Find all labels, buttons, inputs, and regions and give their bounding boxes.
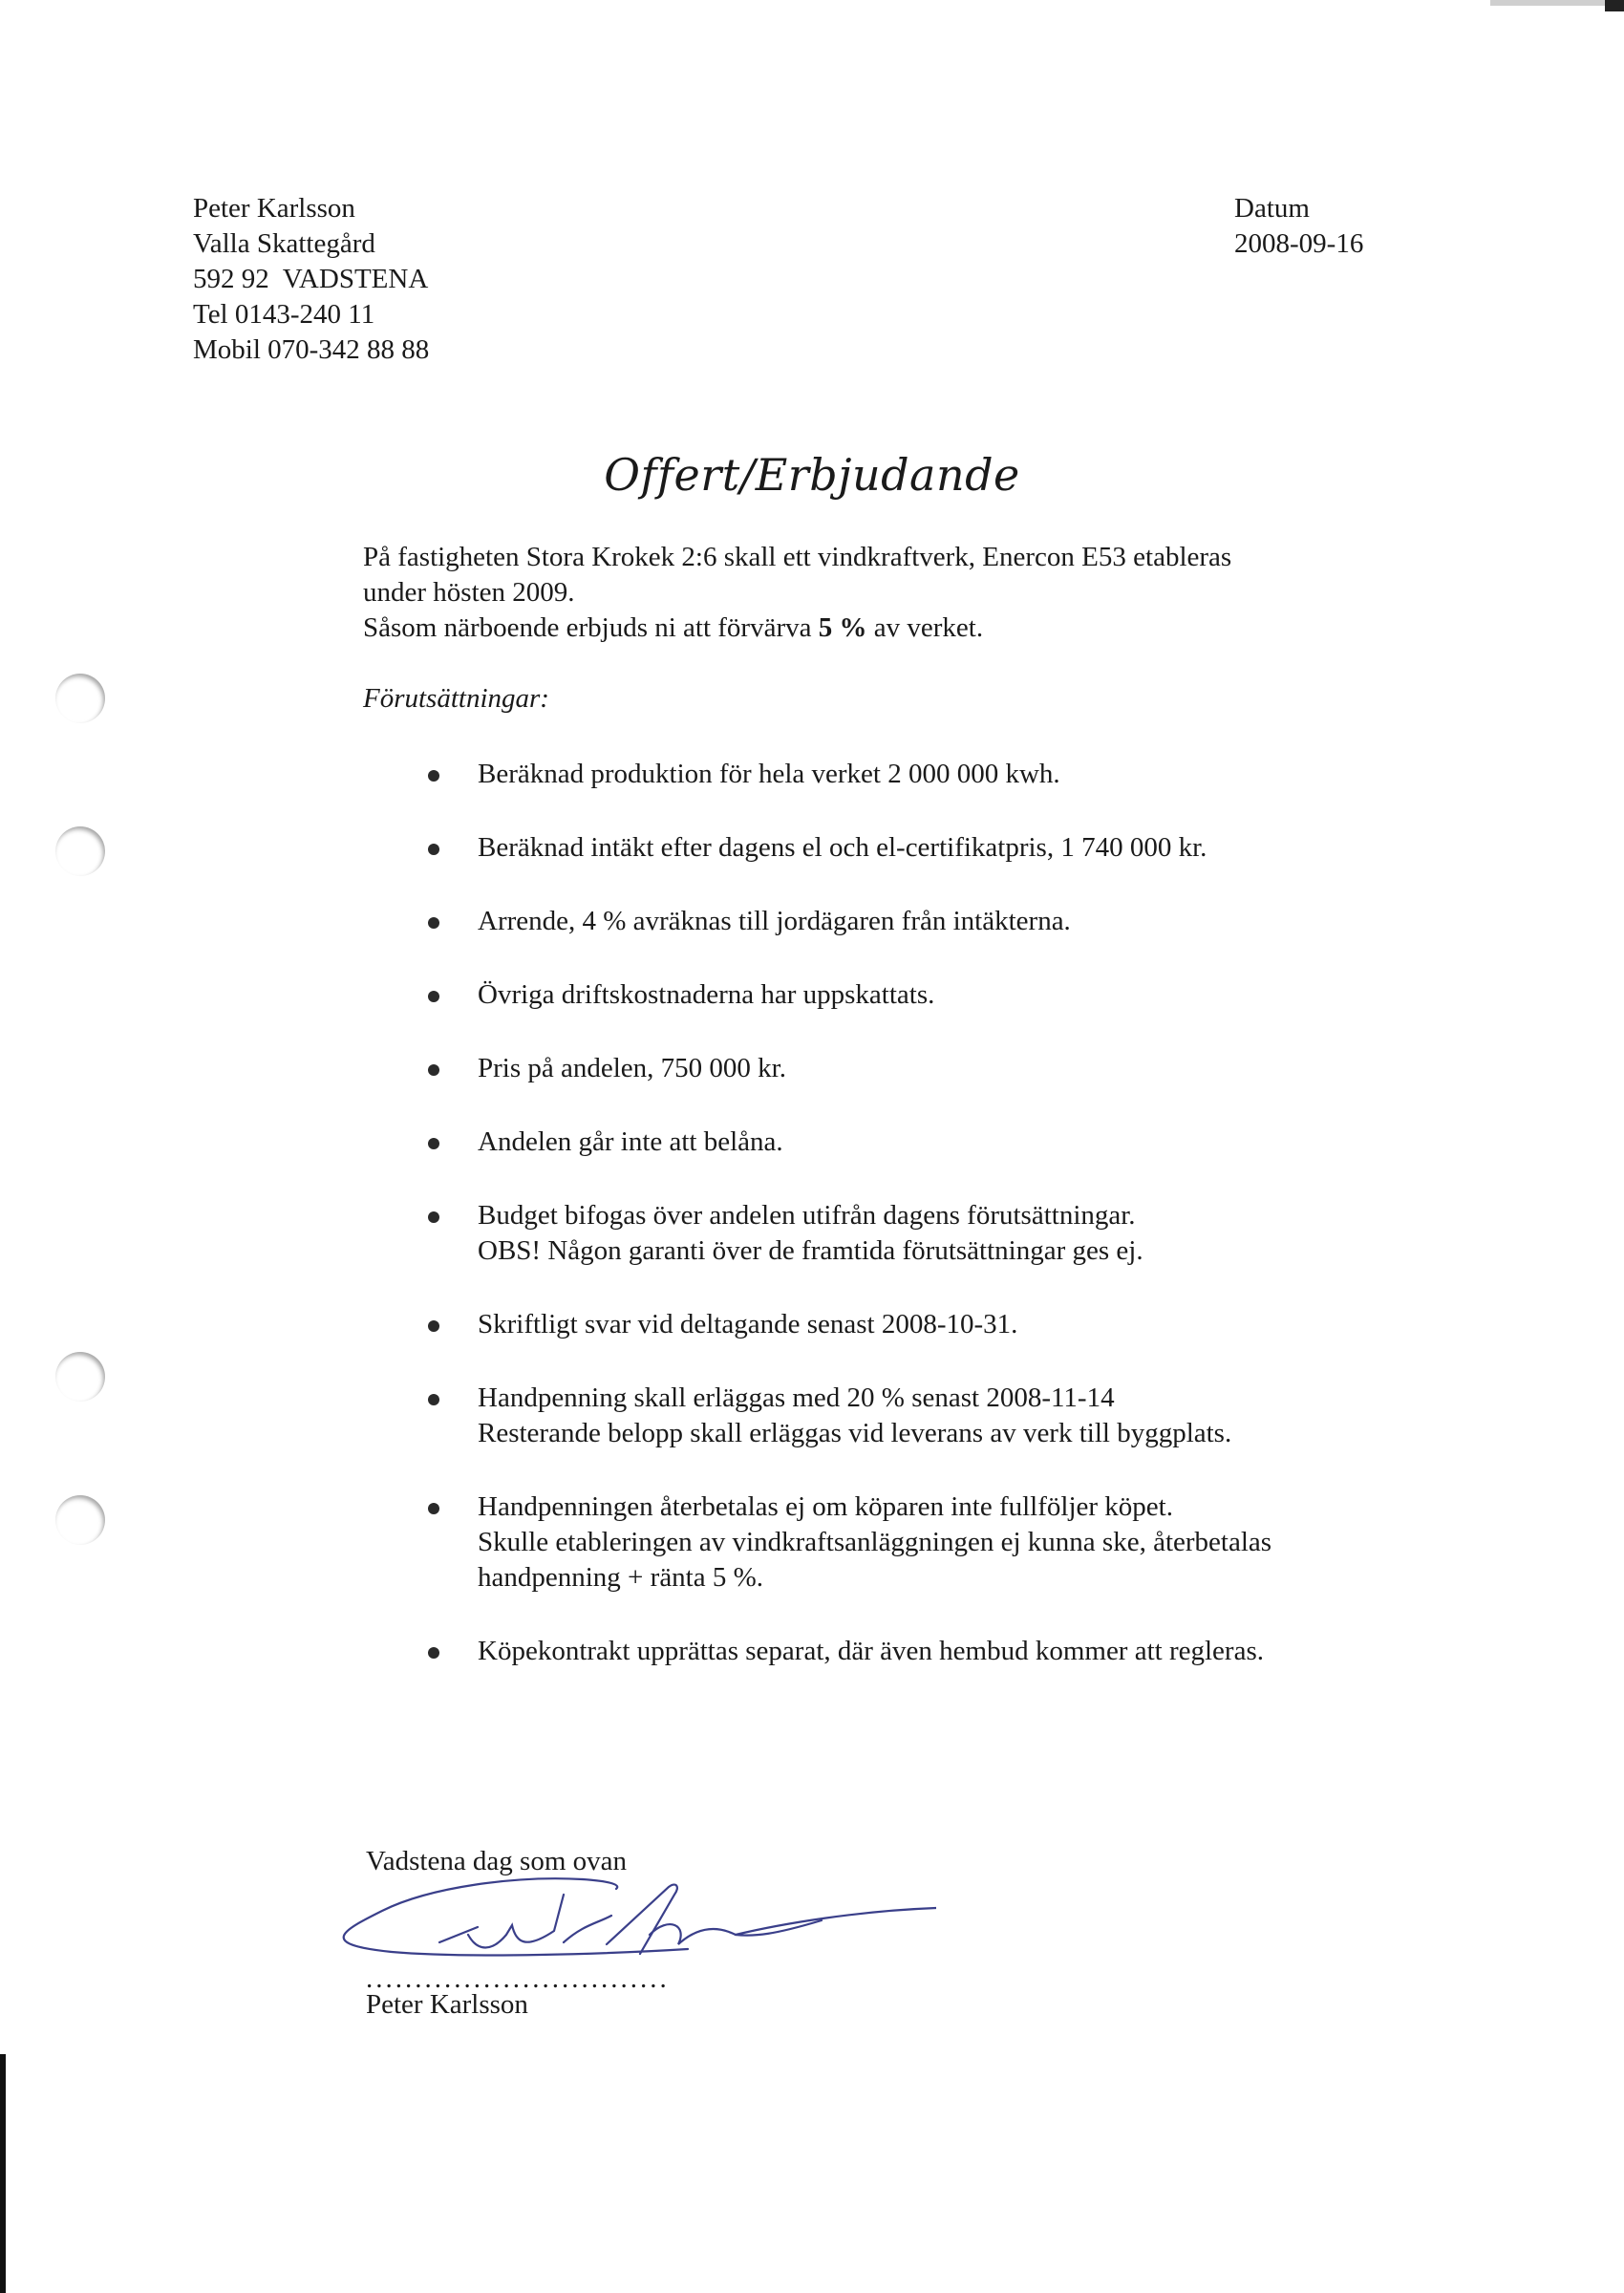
condition-text: OBS! Någon garanti över de framtida förutsättningar ges ej. (478, 1235, 1143, 1266)
condition-text: Andelen går inte att belåna. (478, 1126, 783, 1157)
sender-address (193, 191, 429, 368)
bullet-icon (428, 1394, 439, 1405)
condition-text: Resterande belopp skall erläggas vid leverans av verk till byggplats. (478, 1418, 1232, 1448)
sender-phone: Tel 0143-240 11 (193, 299, 375, 330)
condition-item (420, 1051, 1471, 1086)
condition-item (420, 757, 1471, 792)
condition-text: Pris på andelen, 750 000 kr. (478, 1053, 786, 1083)
punch-hole (55, 826, 105, 876)
condition-text: Budget bifogas över andelen utifrån dagens förutsättningar. (478, 1200, 1136, 1231)
condition-item (420, 904, 1471, 939)
date-block (1234, 191, 1363, 262)
condition-item (420, 1634, 1471, 1669)
bullet-icon (428, 1211, 439, 1223)
punch-hole (55, 1495, 105, 1545)
punch-hole (55, 1352, 105, 1402)
sender-mobile: Mobil 070-342 88 88 (193, 334, 430, 365)
intro-line: På fastigheten Stora Krokek 2:6 skall ett vindkraftverk, Enercon E53 etableras (363, 542, 1232, 572)
conditions-heading: Förutsättningar: (363, 683, 549, 714)
condition-item (420, 830, 1471, 866)
conditions-list (420, 757, 1471, 1707)
intro-text: av verket. (873, 612, 984, 643)
date-label: Datum (1234, 193, 1310, 224)
condition-item (420, 1125, 1471, 1160)
bullet-icon (428, 844, 439, 855)
bullet-icon (428, 1647, 439, 1659)
condition-text: Köpekontrakt upprättas separat, där även hembud kommer att regleras. (478, 1636, 1264, 1666)
condition-text: Skriftligt svar vid deltagande senast 2008-10-31. (478, 1309, 1018, 1339)
condition-item (420, 1307, 1471, 1342)
condition-item (420, 1489, 1471, 1596)
intro-text: Såsom närboende erbjuds ni att förvärva (363, 612, 812, 643)
share-percentage: 5 % (818, 612, 867, 643)
bullet-icon (428, 917, 439, 929)
bullet-icon (428, 1503, 439, 1514)
condition-item (420, 1381, 1471, 1451)
bullet-icon (428, 770, 439, 782)
bullet-icon (428, 1320, 439, 1332)
scan-top-edge (1490, 0, 1624, 6)
signer-name: Peter Karlsson (366, 1989, 528, 2020)
scan-corner (1605, 0, 1624, 11)
intro-line: under hösten 2009. (363, 577, 575, 608)
sender-postal: 592 92 VADSTENA (193, 264, 429, 294)
date-value: 2008-09-16 (1234, 228, 1364, 259)
sender-address-line: Valla Skattegård (193, 228, 375, 259)
closing-line: Vadstena dag som ovan (366, 1846, 628, 1876)
scan-left-edge (0, 2054, 6, 2293)
bullet-icon (428, 1064, 439, 1076)
document-title: Offert/Erbjudande (604, 449, 1020, 501)
bullet-icon (428, 991, 439, 1002)
intro-paragraph (363, 540, 1442, 646)
sender-name: Peter Karlsson (193, 193, 355, 224)
condition-text: Handpenningen återbetalas ej om köparen inte fullföljer köpet. (478, 1491, 1173, 1522)
condition-text: Arrende, 4 % avräknas till jordägaren från intäkterna. (478, 906, 1071, 936)
condition-text: handpenning + ränta 5 %. (478, 1562, 764, 1593)
condition-text: Övriga driftskostnaderna har uppskattats. (478, 979, 935, 1010)
condition-item (420, 1198, 1471, 1269)
bullet-icon (428, 1138, 439, 1149)
punch-hole (55, 674, 105, 723)
condition-text: Handpenning skall erläggas med 20 % senast 2008-11-14 (478, 1382, 1115, 1413)
intro-line (363, 611, 1442, 646)
condition-text: Skulle etableringen av vindkraftsanläggningen ej kunna ske, återbetalas (478, 1527, 1272, 1557)
condition-text: Beräknad intäkt efter dagens el och el-certifikatpris, 1 740 000 kr. (478, 832, 1207, 863)
condition-item (420, 977, 1471, 1013)
signature-line: ............................... (366, 1963, 670, 1994)
condition-text: Beräknad produktion för hela verket 2 000 000 kwh. (478, 759, 1060, 789)
